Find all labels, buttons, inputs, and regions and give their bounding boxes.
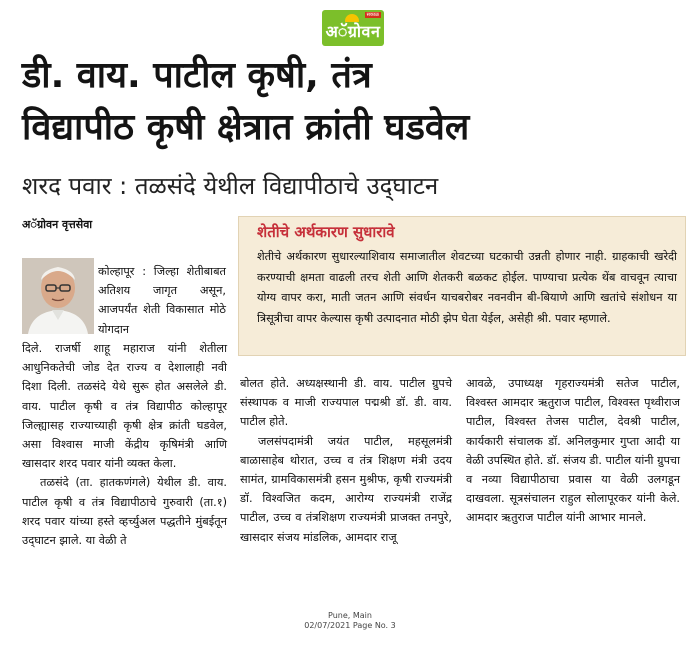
sun-icon — [345, 14, 359, 22]
subheadline: शरद पवार : तळसंदे येथील विद्यापीठाचे उद्‍घाटन — [22, 172, 439, 200]
person-portrait-icon — [22, 258, 94, 334]
box-title: शेतीचे अर्थकारण सुधारावे — [257, 223, 395, 241]
article-paragraph: आवळे, उपाध्यक्ष गृहराज्यमंत्री सतेज पाटील, विश्वस्त आमदार ऋतुराज पाटील, विश्वस्त पृथ्वीराज पाटील, विश्वस्त तेजस पाटील, देवश्री पाटील, कार्यकारी संचालक डॉ. अनिलकुमार गुप्ता आदी या वेळी उपस्थित होते. डॉ. संजय डी. पाटील यांनी ग्रुपचा व नव्या विद्यापीठाचा प्रवास या वेळी उलगडून दाखवला. सूत्रसंचालन राहुल सोलापूरकर यांनी केले. आमदार ऋतुराज पाटील यांनी आभार मानले. — [466, 377, 680, 525]
headline-line-2: विद्यापीठ कृषी क्षेत्रात क्रांती घडवेल — [22, 107, 470, 148]
headline-line-1: डी. वाय. पाटील कृषी, तंत्र — [22, 55, 372, 96]
article-col1 — [22, 339, 227, 550]
article-paragraph: जलसंपदामंत्री जयंत पाटील, महसूलमंत्री बाळासाहेब थोरात, उच्च व तंत्र शिक्षण मंत्री उदय सामंत, ग्रामविकासमंत्री हसन मुश्रीफ, कृषी राज्यमंत्री डॉ. विश्वजित कदम, आरोग्य राज्यमंत्री राजेंद्र पाटील, उच्च व तंत्रशिक्षण राज्यमंत्री प्राजक्त तनपुरे, खासदार संजय मांडलिक, आमदार राजू — [240, 434, 452, 544]
article-col2 — [240, 374, 452, 547]
article-paragraph: बोलत होते. अध्यक्षस्थानी डी. वाय. पाटील ग्रुपचे संस्थापक व माजी राज्यपाल पद्मश्री डॉ. डी. वाय. पाटील होते. — [240, 377, 452, 429]
logo-tag: सकाळ — [366, 12, 379, 18]
logo-text: अॅग्रोवन — [325, 22, 381, 41]
agrowon-logo — [322, 10, 384, 46]
headline — [22, 50, 682, 154]
footer-date-page: 02/07/2021 Page No. 3 — [304, 621, 396, 630]
footer-location: Pune, Main — [328, 611, 372, 620]
article-col1-top: कोल्हापूर : जिल्हा शेतीबाबत अतिशय जागृत असून, आजपर्यंत शेती विकासात मोठे योगदान — [98, 265, 226, 336]
article-paragraph: तळसंदे (ता. हातकणंगले) येथील डी. वाय. पाटील कृषी व तंत्र विद्यापीठाचे गुरुवारी (ता.१) शरद पवार यांच्या हस्ते व्हर्च्युअल पद्धतीने मुंबईतून उद्‍घाटन झाले. या वेळी ते — [22, 476, 227, 548]
article-col3 — [466, 374, 680, 528]
sidebar-box — [238, 216, 686, 356]
article-paragraph: दिले. राजर्षी शाहू महाराज यांनी शेतीला आधुनिकतेची जोड देत राज्य व देशालाही नवी दिशा दिली. तळसंदे येथे सुरू होत असलेले डी. वाय. पाटील कृषी व तंत्र विद्यापीठ कोल्हापूर जिल्ह्यासह राज्याच्याही कृषी क्षेत्र क्रांती घडवेल, असा विश्वास माजी केंद्रीय कृषिमंत्री आणि खासदार शरद पवार यांनी व्यक्त केला. — [22, 342, 227, 471]
byline: अॅग्रोवन वृत्तसेवा — [22, 218, 93, 231]
box-text: शेतीचे अर्थकारण सुधारल्याशिवाय समाजातील शेवटच्या घटकाची उन्नती होणार नाही. ग्राहकाची खरेदी करण्याची क्षमता वाढली तरच शेती आणि शेतकरी बळकट होईल. पाण्याचा प्रत्येक थेंब वाचवून त्याचा योग्य वापर करा, माती जतन आणि संवर्धन याचबरोबर नवनवीन बी-बियाणे आणि खतांचे संशोधन या त्रिसूत्रीचा वापर केल्यास कृषी उत्पादनात मोठी झेप घेता येईल, असेही श्री. पवार म्हणाले. — [257, 250, 677, 325]
